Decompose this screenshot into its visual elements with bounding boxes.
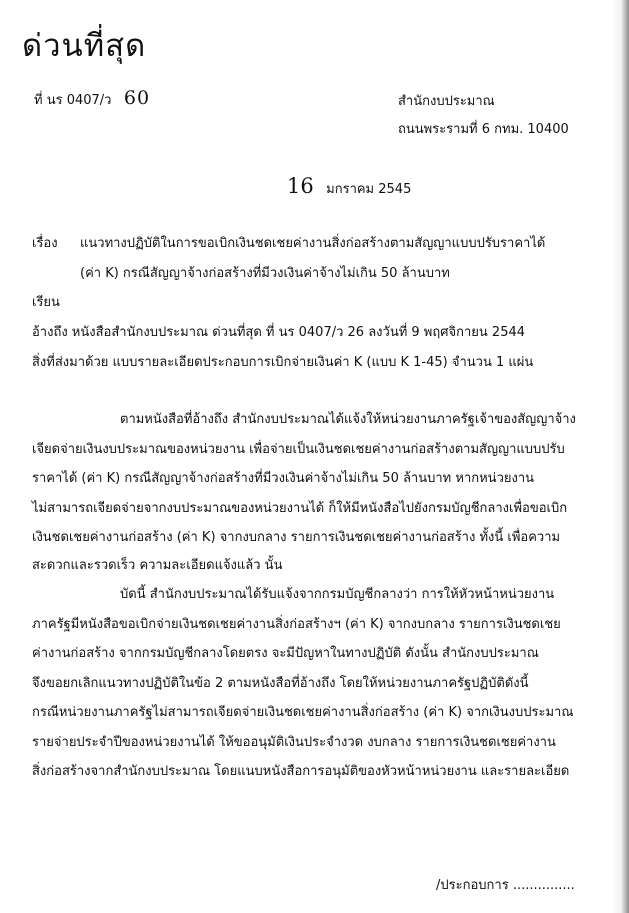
agency-address: ถนนพระรามที่ 6 กทม. 10400 bbox=[398, 122, 569, 137]
urgency-stamp: ด่วนที่สุด bbox=[22, 28, 147, 64]
subject-line-1: แนวทางปฏิบัติในการขอเบิกเงินชดเชยค่างานสิ่งก่อสร้างตามสัญญาแบบปรับราคาได้ bbox=[80, 236, 546, 251]
body-line: ค่างานก่อสร้าง จากกรมบัญชีกลางโดยตรง จะมีปัญหาในทางปฏิบัติ ดังนั้น สำนักงบประมาณ bbox=[32, 646, 539, 661]
reference-line: อ้างถึง หนังสือสำนักงบประมาณ ด่วนที่สุด ที่ นร 0407/ว 26 ลงวันที่ 9 พฤศจิกายน 2544 bbox=[32, 325, 526, 340]
body-line: ราคาได้ (ค่า K) กรณีสัญญาจ้างก่อสร้างที่มีวงเงินค่าจ้างไม่เกิน 50 ล้านบาท หากหน่วยงาน bbox=[32, 471, 535, 486]
reference-prefix: ที่ นร 0407/ว bbox=[34, 93, 112, 108]
scan-shadow-edge bbox=[611, 0, 629, 913]
body-line: ตามหนังสือที่อ้างถึง สำนักงบประมาณได้แจ้งให้หน่วยงานภาครัฐเจ้าของสัญญาจ้าง bbox=[120, 412, 576, 427]
continuation-note: /ประกอบการ ............... bbox=[436, 878, 575, 893]
letter-date bbox=[287, 174, 412, 198]
subject-label: เรื่อง bbox=[32, 236, 58, 251]
date-day-handwritten: 16 bbox=[287, 174, 314, 198]
body-line: รายจ่ายประจำปีของหน่วยงานได้ ให้ขออนุมัติเงินประจำงวด งบกลาง รายการเงินชดเชยค่างาน bbox=[32, 735, 556, 750]
subject-line-2: (ค่า K) กรณีสัญญาจ้างก่อสร้างที่มีวงเงินค่าจ้างไม่เกิน 50 ล้านบาท bbox=[80, 266, 450, 281]
body-line: เงินชดเชยค่างานก่อสร้าง (ค่า K) จากงบกลาง รายการเงินชดเชยค่างานก่อสร้าง ทั้งนี้ เพื่อความ bbox=[32, 530, 561, 545]
body-line: สะดวกและรวดเร็ว ความละเอียดแจ้งแล้ว นั้น bbox=[32, 558, 283, 573]
enclosure-line: สิ่งที่ส่งมาด้วย แบบรายละเอียดประกอบการเบิกจ่ายเงินค่า K (แบบ K 1-45) จำนวน 1 แผ่น bbox=[32, 355, 534, 370]
body-line: กรณีหน่วยงานภาครัฐไม่สามารถเจียดจ่ายเงินชดเชยค่างานสิ่งก่อสร้าง (ค่า K) จากเงินงบประมาณ bbox=[32, 705, 574, 720]
salutation: เรียน bbox=[32, 295, 60, 310]
body-line: ภาครัฐมีหนังสือขอเบิกจ่ายเงินชดเชยค่างานสิ่งก่อสร้างฯ (ค่า K) จากงบกลาง รายการเงินชดเชย bbox=[32, 617, 561, 632]
agency-name: สำนักงบประมาณ bbox=[398, 94, 495, 109]
body-line: จึงขอยกเลิกแนวทางปฏิบัติในข้อ 2 ตามหนังสือที่อ้างถึง โดยให้หน่วยงานภาครัฐปฏิบัติดังนี้ bbox=[32, 676, 529, 691]
body-line: ไม่สามารถเจียดจ่ายจากงบประมาณของหน่วยงานได้ ก็ให้มีหนังสือไปยังกรมบัญชีกลางเพื่อขอเบิก bbox=[32, 501, 568, 516]
body-line: บัดนี้ สำนักงบประมาณได้รับแจ้งจากกรมบัญชีกลางว่า การให้หัวหน้าหน่วยงาน bbox=[120, 587, 555, 602]
body-line: เจียดจ่ายเงินงบประมาณของหน่วยงาน เพื่อจ่ายเป็นเงินชดเชยค่างานก่อสร้างตามสัญญาแบบปรับ bbox=[32, 442, 565, 457]
reference-number-handwritten: 60 bbox=[123, 87, 151, 109]
date-month-year: มกราคม 2545 bbox=[326, 182, 412, 197]
reference-number bbox=[34, 87, 151, 109]
body-line: สิ่งก่อสร้างจากสำนักงบประมาณ โดยแนบหนังสือการอนุมัติของหัวหน้าหน่วยงาน และรายละเอียด bbox=[32, 764, 570, 779]
